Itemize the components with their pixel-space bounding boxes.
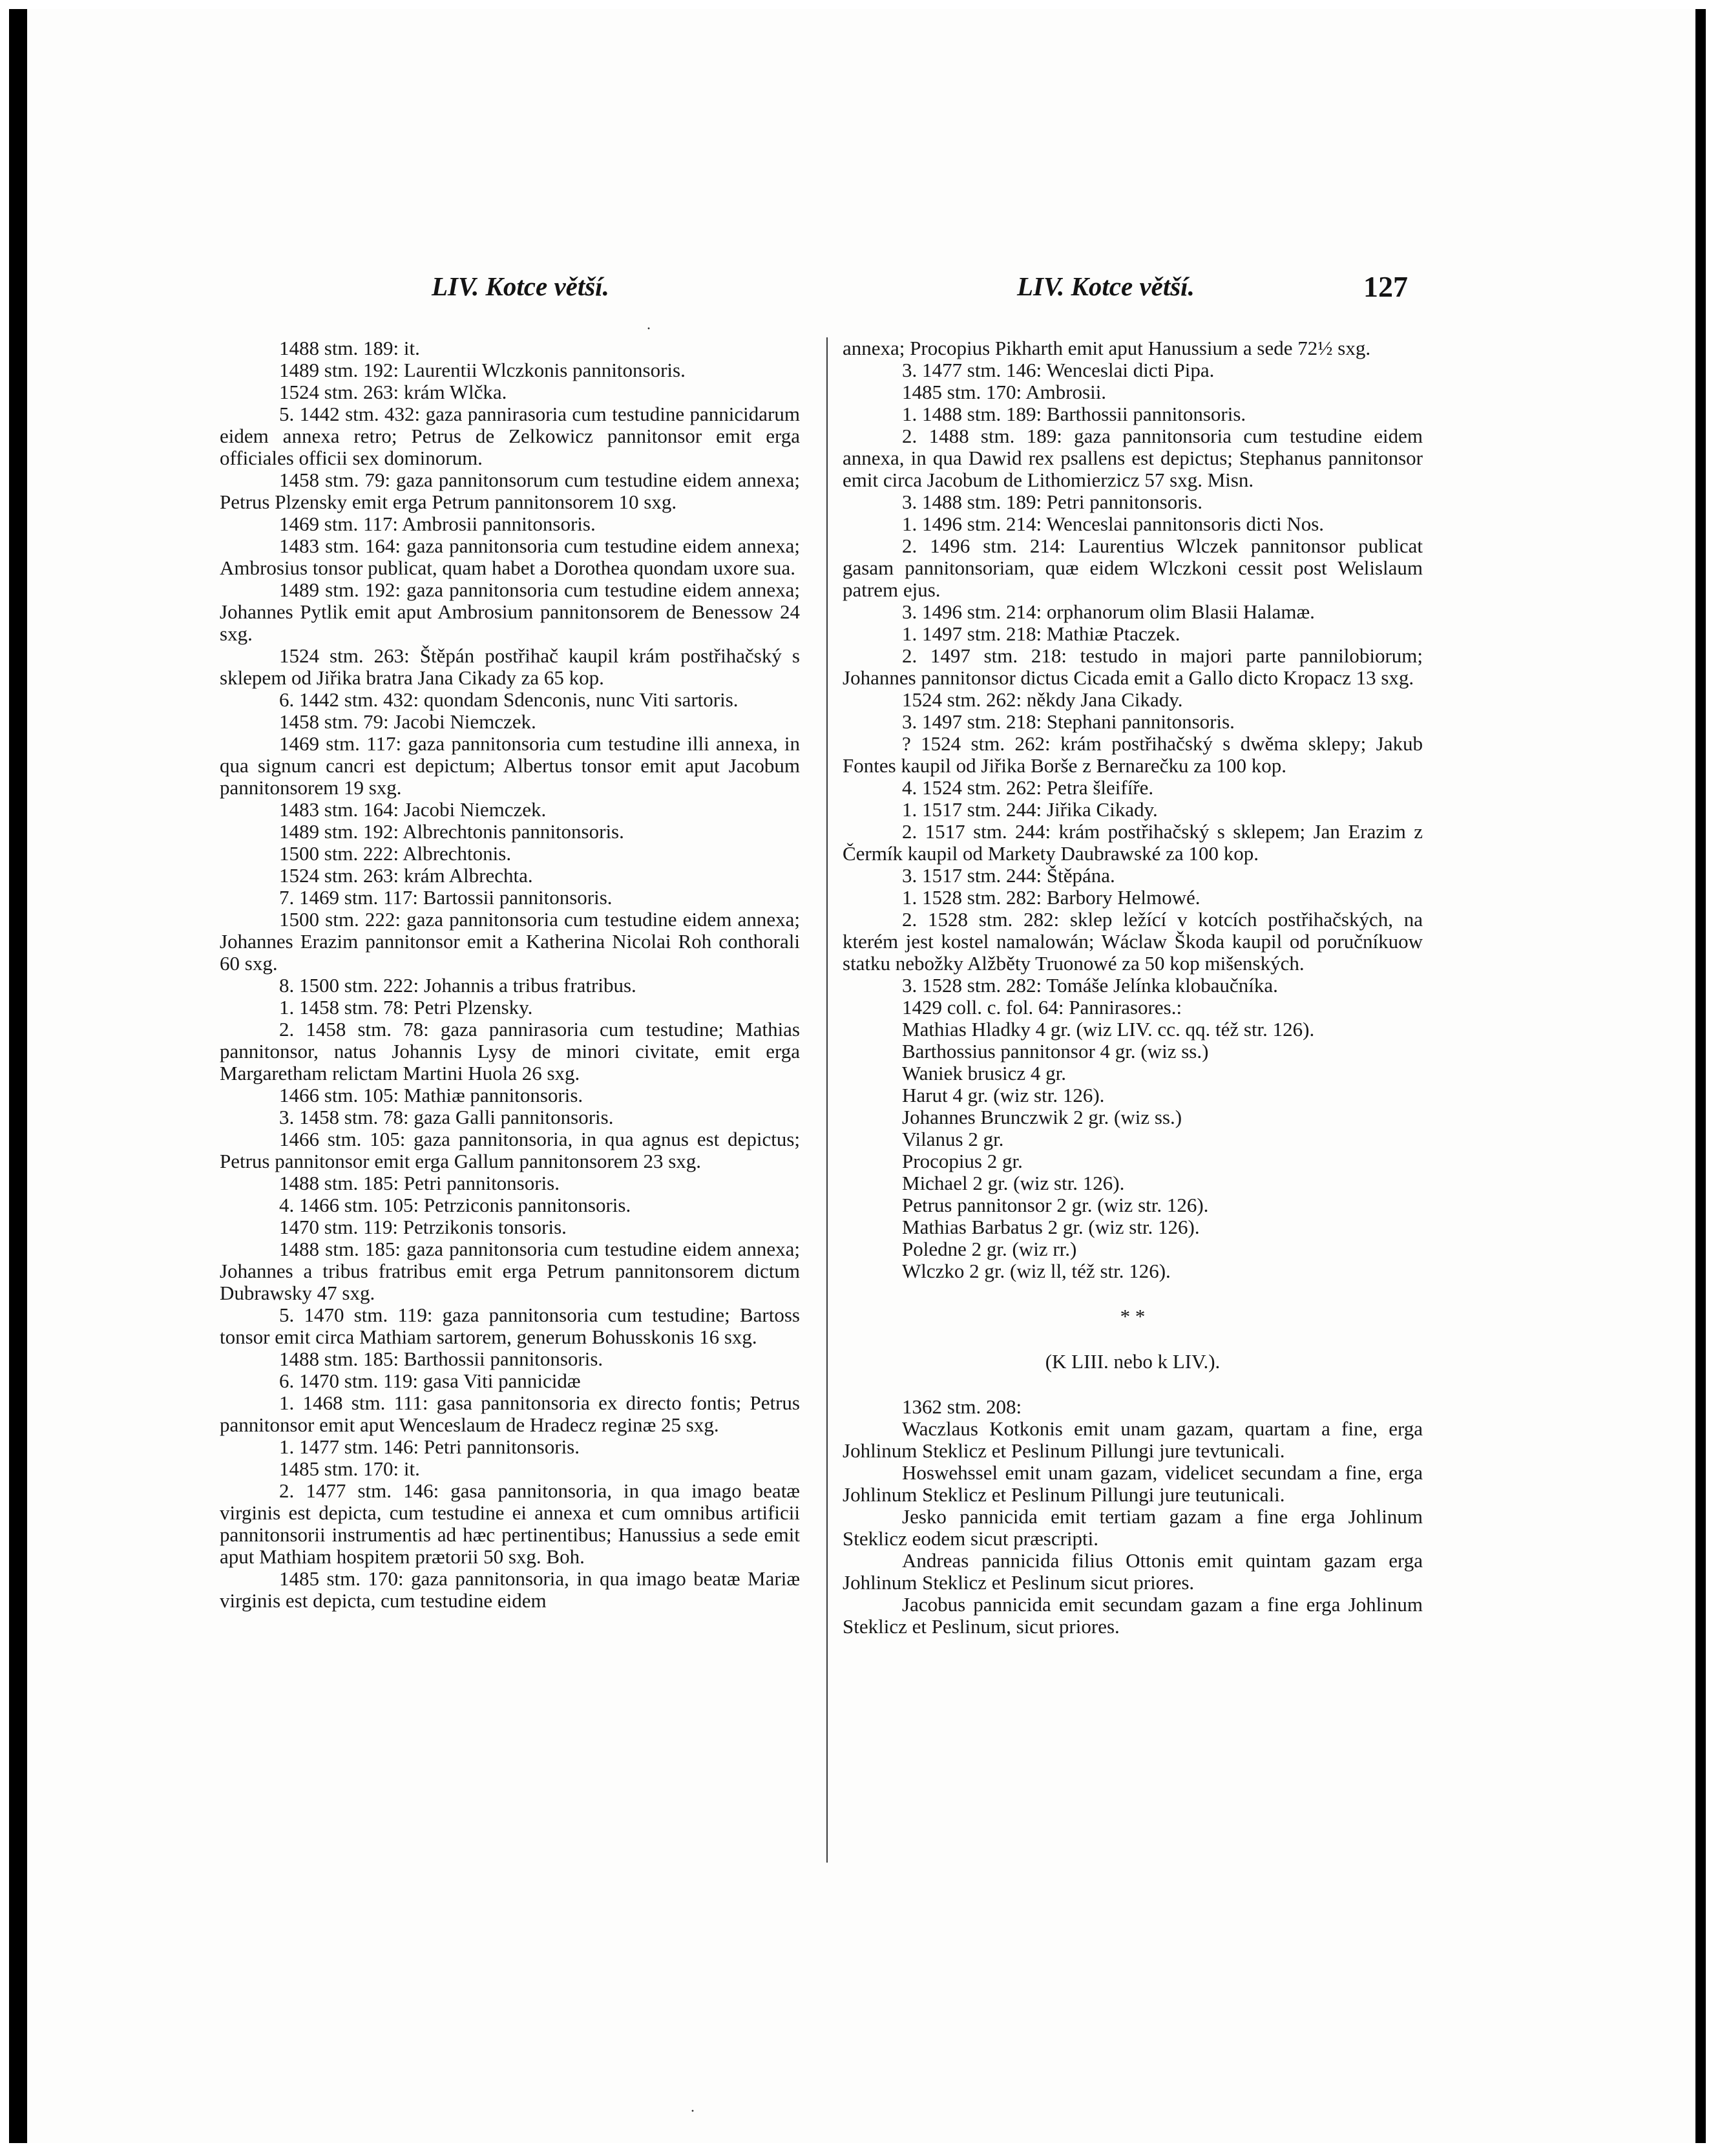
entry-paragraph: 1488 stm. 185: Barthossii pannitonsoris.	[279, 1348, 603, 1370]
entry-paragraph: 1. 1528 stm. 282: Barbory Helmowé.	[902, 886, 1201, 909]
entry-paragraph: ? 1524 stm. 262: krám postřihačský s dwěma sklepy; Jakub Fontes kaupil od Jiřika Borše z Bernarečku za 100 kop.	[843, 732, 1423, 777]
entry-paragraph: Hoswehssel emit unam gazam, videlicet secundam a fine, erga Johlinum Steklicz et Peslinum Pillungi jure teutunicali.	[843, 1461, 1423, 1506]
entry-paragraph: 1429 coll. c. fol. 64: Pannirasores.:	[902, 996, 1182, 1019]
entry-paragraph: 2. 1458 stm. 78: gaza pannirasoria cum testudine; Mathias pannitonsor, natus Johannis Lysy de minori civitate, emit erga Margaretham relictam Martini Huola 26 sxg.	[220, 1018, 800, 1084]
entry-paragraph: 1524 stm. 263: krám Albrechta.	[279, 864, 533, 887]
entry-paragraph: 1483 stm. 164: Jacobi Niemczek.	[279, 798, 547, 821]
entry-paragraph: 2. 1497 stm. 218: testudo in majori parte pannilobiorum; Johannes pannitonsor dictus Cicada emit a Gallo dicto Kropacz 13 sxg.	[843, 644, 1423, 689]
running-header-right: LIV. Kotce větší.	[1017, 271, 1195, 301]
column-divider	[826, 337, 828, 1863]
entry-paragraph: 6. 1470 stm. 119: gasa Viti pannicidæ	[279, 1369, 581, 1392]
roster-line: Wlczko 2 gr. (wiz ll, též str. 126).	[902, 1260, 1171, 1282]
entry-paragraph: 2. 1517 stm. 244: krám postřihačský s sklepem; Jan Erazim z Čermík kaupil od Markety Daubrawské za 100 kop.	[843, 820, 1423, 865]
entry-paragraph: Jesko pannicida emit tertiam gazam a fine erga Johlinum Steklicz eodem sicut præscripti.	[843, 1505, 1423, 1550]
entry-paragraph: annexa; Procopius Pikharth emit aput Hanussium a sede 72½ sxg.	[843, 337, 1371, 359]
roster-line: Mathias Hladky 4 gr. (wiz LIV. cc. qq. též str. 126).	[902, 1018, 1315, 1041]
roster-line: Harut 4 gr. (wiz str. 126).	[902, 1084, 1105, 1106]
entry-paragraph: 1. 1517 stm. 244: Jiřika Cikady.	[902, 798, 1158, 821]
entry-paragraph: 2. 1477 stm. 146: gasa pannitonsoria, in qua imago beatæ virginis est depicta, cum testudine ei annexa et cum omnibus artificii pannitonsorii instrumentis ad hæc pertinentibus; Hanussius a sede emit aput Mathiam hospitem prætorii 50 sxg. Boh.	[220, 1479, 800, 1568]
section-break-asterisks: * *	[1120, 1305, 1146, 1327]
entry-paragraph: 1488 stm. 185: gaza pannitonsoria cum testudine eidem annexa; Johannes a tribus fratribus emit erga Petrum pannitonsorem dictum Dubrawsky 47 sxg.	[220, 1238, 800, 1304]
entry-paragraph: Andreas pannicida filius Ottonis emit quintam gazam erga Johlinum Steklicz et Peslinum sicut priores.	[843, 1549, 1423, 1594]
entry-paragraph: 1. 1468 stm. 111: gasa pannitonsoria ex directo fontis; Petrus pannitonsor emit aput Wenceslaum de Hradecz reginæ 25 sxg.	[220, 1391, 800, 1436]
entry-paragraph: 1. 1477 stm. 146: Petri pannitonsoris.	[279, 1435, 580, 1458]
roster-line: Poledne 2 gr. (wiz rr.)	[902, 1238, 1077, 1260]
roster-line: Mathias Barbatus 2 gr. (wiz str. 126).	[902, 1216, 1200, 1238]
entry-paragraph: 8. 1500 stm. 222: Johannis a tribus fratribus.	[279, 974, 636, 997]
entry-paragraph: 1458 stm. 79: Jacobi Niemczek.	[279, 710, 536, 733]
entry-paragraph: 1489 stm. 192: Laurentii Wlczkonis pannitonsoris.	[279, 359, 686, 381]
entry-paragraph: 4. 1524 stm. 262: Petra šleifíře.	[902, 776, 1154, 799]
scanned-page-frame	[9, 9, 1706, 2143]
right-column	[843, 337, 1423, 1638]
entry-paragraph: 1485 stm. 170: gaza pannitonsoria, in qua imago beatæ Mariæ virginis est depicta, cum testudine eidem	[220, 1567, 800, 1612]
entry-paragraph: 1524 stm. 262: někdy Jana Cikady.	[902, 688, 1183, 711]
roster-line: Michael 2 gr. (wiz str. 126).	[902, 1172, 1125, 1194]
entry-paragraph: 1500 stm. 222: Albrechtonis.	[279, 842, 512, 865]
entry-paragraph: 3. 1477 stm. 146: Wenceslai dicti Pipa.	[902, 359, 1215, 381]
entry-paragraph: 1. 1488 stm. 189: Barthossii pannitonsoris.	[902, 403, 1246, 425]
entry-paragraph: 1489 stm. 192: Albrechtonis pannitonsoris.	[279, 820, 624, 843]
section-date: 1362 stm. 208:	[902, 1395, 1022, 1418]
entry-paragraph: 1470 stm. 119: Petrzikonis tonsoris.	[279, 1216, 567, 1238]
entry-paragraph: Waczlaus Kotkonis emit unam gazam, quartam a fine, erga Johlinum Steklicz et Peslinum Pillungi jure tevtunicali.	[843, 1417, 1423, 1462]
entry-paragraph: Jacobus pannicida emit secundam gazam a fine erga Johlinum Steklicz et Peslinum, sicut priores.	[843, 1593, 1423, 1638]
entry-paragraph: 3. 1528 stm. 282: Tomáše Jelínka klobaučníka.	[902, 974, 1278, 997]
roster-line: Vilanus 2 gr.	[902, 1128, 1004, 1150]
entry-paragraph: 1489 stm. 192: gaza pannitonsoria cum testudine eidem annexa; Johannes Pytlik emit aput Ambrosium pannitonsorem de Benessow 24 sxg.	[220, 578, 800, 645]
entry-paragraph: 3. 1488 stm. 189: Petri pannitonsoris.	[902, 491, 1202, 513]
roster-line: Petrus pannitonsor 2 gr. (wiz str. 126).	[902, 1194, 1209, 1216]
entry-paragraph: 1488 stm. 189: it.	[279, 337, 420, 359]
left-column	[220, 337, 800, 1612]
entry-paragraph: 1. 1497 stm. 218: Mathiæ Ptaczek.	[902, 622, 1180, 645]
entry-paragraph: 1. 1496 stm. 214: Wenceslai pannitonsoris dicti Nos.	[902, 513, 1325, 535]
entry-paragraph: 3. 1458 stm. 78: gaza Galli pannitonsoris.	[279, 1106, 614, 1128]
entry-paragraph: 3. 1497 stm. 218: Stephani pannitonsoris.	[902, 710, 1235, 733]
entry-paragraph: 1458 stm. 79: gaza pannitonsorum cum testudine eidem annexa; Petrus Plzensky emit erga Petrum pannitonsorem 10 sxg.	[220, 469, 800, 513]
entry-paragraph: 1524 stm. 263: Štěpán postřihač kaupil krám postřihačský s sklepem od Jiřika bratra Jana Cikady za 65 kop.	[220, 644, 800, 689]
roster-line: Procopius 2 gr.	[902, 1150, 1023, 1172]
scan-speck: ·	[646, 321, 651, 337]
entry-paragraph: 1466 stm. 105: Mathiæ pannitonsoris.	[279, 1084, 583, 1106]
entry-paragraph: 7. 1469 stm. 117: Bartossii pannitonsoris.	[279, 886, 613, 909]
entry-paragraph: 6. 1442 stm. 432: quondam Sdenconis, nunc Viti sartoris.	[279, 688, 739, 711]
entry-paragraph: 4. 1466 stm. 105: Petrziconis pannitonsoris.	[279, 1194, 631, 1216]
running-header-left: LIV. Kotce větší.	[432, 271, 609, 301]
book-page	[27, 9, 1695, 2143]
entry-paragraph: 1488 stm. 185: Petri pannitonsoris.	[279, 1172, 560, 1194]
entry-paragraph: 1483 stm. 164: gaza pannitonsoria cum testudine eidem annexa; Ambrosius tonsor publicat, quam habet a Dorothea quondam uxore sua.	[220, 534, 800, 579]
entry-paragraph: 5. 1442 stm. 432: gaza pannirasoria cum testudine pannicidarum eidem annexa retro; Petrus de Zelkowicz pannitonsor emit erga officiales officii sex dominorum.	[220, 403, 800, 469]
roster-line: Barthossius pannitonsor 4 gr. (wiz ss.)	[902, 1040, 1209, 1062]
entry-paragraph: 5. 1470 stm. 119: gaza pannitonsoria cum testudine; Bartoss tonsor emit circa Mathiam sartorem, generum Bohusskonis 16 sxg.	[220, 1304, 800, 1348]
page-number: 127	[1363, 270, 1408, 303]
entry-paragraph: 1. 1458 stm. 78: Petri Plzensky.	[279, 996, 533, 1019]
entry-paragraph: 1485 stm. 170: it.	[279, 1457, 420, 1480]
entry-paragraph: 2. 1496 stm. 214: Laurentius Wlczek pannitonsor publicat gasam pannitonsoriam, quæ eidem Wlczkoni cessit post Welislaum patrem ejus.	[843, 534, 1423, 601]
entry-paragraph: 1500 stm. 222: gaza pannitonsoria cum testudine eidem annexa; Johannes Erazim pannitonsor emit a Katherina Nicolai Roh conthorali 60 sxg.	[220, 908, 800, 975]
roster-line: Johannes Brunczwik 2 gr. (wiz ss.)	[902, 1106, 1182, 1128]
entry-paragraph: 3. 1496 stm. 214: orphanorum olim Blasii Halamæ.	[902, 600, 1315, 623]
entry-paragraph: 1469 stm. 117: gaza pannitonsoria cum testudine illi annexa, in qua signum cancri est depictum; Albertus tonsor emit aput Jacobum pannitonsorem 19 sxg.	[220, 732, 800, 799]
entry-paragraph: 2. 1488 stm. 189: gaza pannitonsoria cum testudine eidem annexa, in qua Dawid rex psallens est depictus; Stephanus pannitonsor emit circa Jacobum de Lithomierzicz 57 sxg. Misn.	[843, 425, 1423, 491]
entry-paragraph: 3. 1517 stm. 244: Štěpána.	[902, 864, 1115, 887]
entry-paragraph: 2. 1528 stm. 282: sklep ležící v kotcích postřihačských, na kterém jest kostel namalowán; Wáclaw Škoda kaupil od poručníkuow statku nebožky Alžběty Truonowé za 50 kop mišenských.	[843, 908, 1423, 975]
section-title: (K LIII. nebo k LIV.).	[1045, 1350, 1221, 1373]
entry-paragraph: 1524 stm. 263: krám Wlčka.	[279, 381, 507, 403]
entry-paragraph: 1469 stm. 117: Ambrosii pannitonsoris.	[279, 513, 596, 535]
roster-line: Waniek brusicz 4 gr.	[902, 1062, 1067, 1084]
scan-speck: ·	[690, 2103, 695, 2120]
entry-paragraph: 1466 stm. 105: gaza pannitonsoria, in qua agnus est depictus; Petrus pannitonsor emit erga Gallum pannitonsorem 23 sxg.	[220, 1128, 800, 1172]
entry-paragraph: 1485 stm. 170: Ambrosii.	[902, 381, 1107, 403]
